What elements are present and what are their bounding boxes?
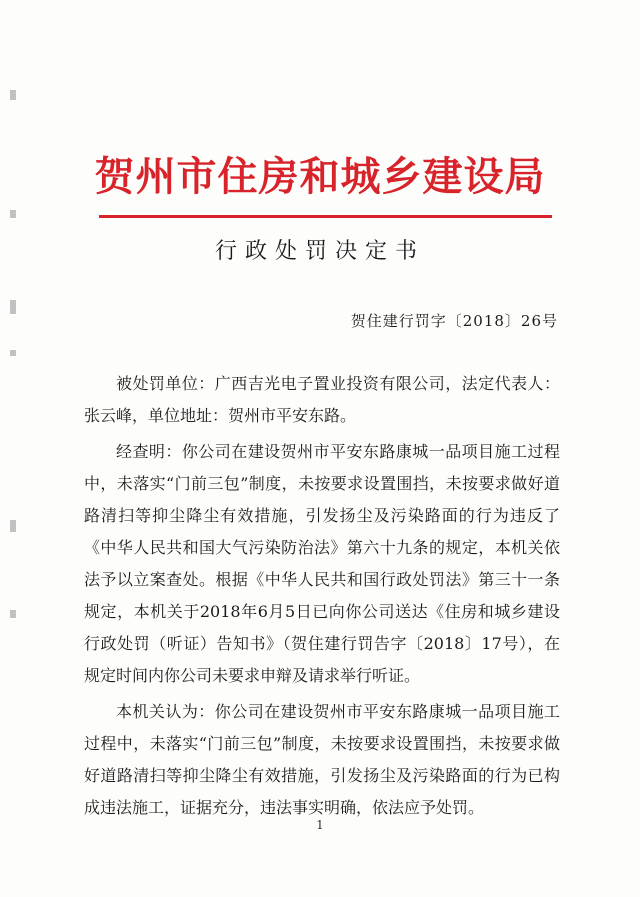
body-paragraph-findings: 经查明：你公司在建设贺州市平安东路康城一品项目施工过程中，未落实“门前三包”制度，未按要求设置围挡，未按要求做好道路清扫等抑尘降尘有效措施，引发扬尘及污染路面的行为违反了《中华人民共和国大气污染防治法》第六十九条的规定，本机关依法予以立案查处。根据《中华人民共和国行政处罚法》第三十一条规定，本机关于2018年6月5日已向你公司送达《住房和城乡建设行政处罚（听证）告知书》（贺住建行罚告字〔2018〕17号），在规定时间内你公司未要求申辩及请求举行听证。 [84, 442, 560, 685]
document-title: 行政处罚决定书 [214, 239, 425, 264]
body-paragraph-party: 被处罚单位：广西吉光电子置业投资有限公司，法定代表人：张云峰，单位地址：贺州市平安东路。 [84, 374, 560, 425]
body-paragraph-conclusion: 本机关认为：你公司在建设贺州市平安东路康城一品项目施工过程中，未落实“门前三包”制度，未按要求设置围挡，未按要求做好道路清扫等抑尘降尘有效措施，引发扬尘及污染路面的行为已构成违法施工，证据充分，违法事实明确，依法应予处罚。 [84, 702, 560, 817]
document-number: 贺住建行罚字〔2018〕26号 [350, 312, 558, 330]
red-header-rule [99, 215, 552, 218]
issuing-agency-name: 贺州市住房和城乡建设局 [94, 154, 546, 200]
page-number: 1 [316, 818, 324, 832]
document-body [84, 368, 560, 828]
